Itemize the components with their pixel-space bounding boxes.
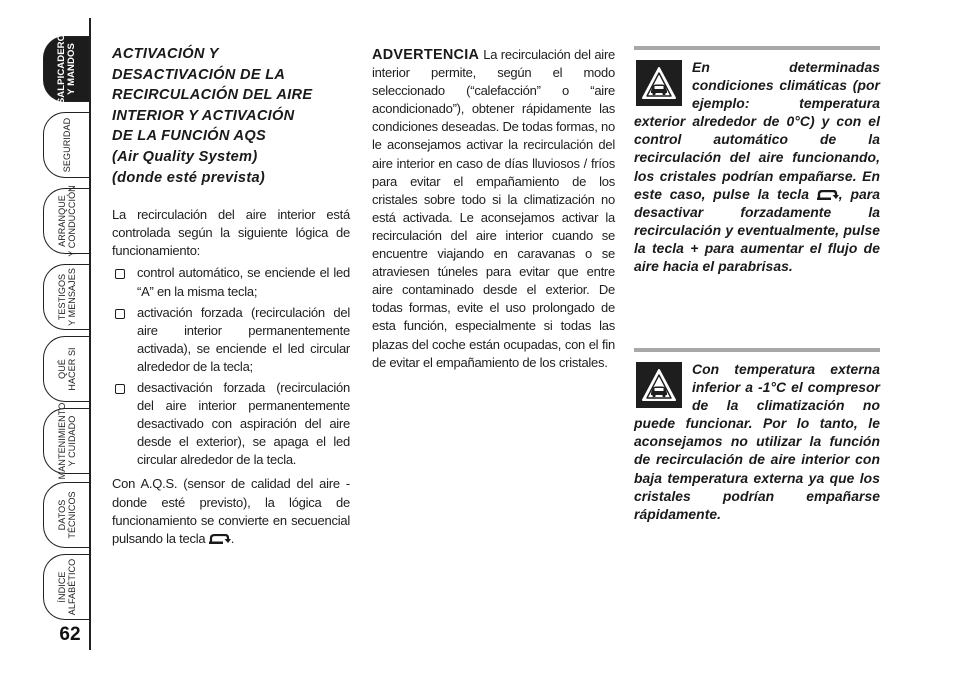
list-item-text: activación forzada (recirculación del aire interior permanentemente activada), se enciende el led circular alrededor de la tecla;: [137, 304, 350, 374]
recirculation-key-icon: [209, 534, 231, 544]
advertencia-section: [372, 46, 615, 372]
section-heading: [112, 44, 350, 147]
heading-line: INTERIOR Y ACTIVACIÓN: [112, 107, 295, 124]
checkbox-bullet-icon: [115, 384, 125, 394]
note-text-before: En determinadas condiciones climáticas (por ejemplo: temperatura exterior alrededor de 0°C) y con el control automático de la recirculación del aire funcionando, los cristales podrían empañarse. En este caso, pulse la tecla: [634, 59, 880, 202]
tab-label: QUÉ HACER SI: [56, 347, 77, 391]
tab-label: ÍNDICE ALFABÉTICO: [56, 558, 77, 616]
advertencia-text: La recirculación del aire interior permite, según el modo seleccionado (“calefacción” o “aire acondicionado”), obtener rápidamente las condiciones deseadas. De todas formas, no le aconsejamos activar la recirculación del aire interior en caso de días lluviosos / fríos para evitar el empañamiento de los cristales sobre todo si la climatización no está activada. Le aconsejamos activar la recirculación del aire interior cuando se encuentre viajando en caravanas o se atraviesen túneles para evitar que entre aire contaminado desde el exterior. De todas formas, evite el uso prolongado de esta función, especialmente si todas las plazas del coche están ocupadas, con el fin de evitar el empañamiento de los cristales.: [372, 47, 615, 370]
list-item-text: desactivación forzada (recirculación del aire interior permanentemente desactivado con aspiración del aire desde el exterior), se apaga el led circular alrededor de la tecla.: [137, 380, 350, 468]
checkbox-bullet-icon: [115, 309, 125, 319]
page-number: 62: [59, 624, 81, 645]
heading-line: (donde esté prevista): [112, 169, 266, 186]
tab-que-hacer-si[interactable]: [43, 336, 89, 402]
heading-line: DESACTIVACIÓN DE LA: [112, 66, 286, 83]
tab-label: SEGURIDAD: [61, 117, 72, 173]
note-divider: [634, 46, 880, 50]
tab-arranque-y-conduccion[interactable]: [43, 185, 89, 257]
tab-label: ARRANQUE Y CONDUCCIÓN: [56, 185, 77, 257]
intro-paragraph: La recirculación del aire interior está controlada según la siguiente lógica de funcionamiento:: [112, 207, 350, 259]
list-item: [112, 264, 350, 300]
note-text-after: , para desactivar forzadamente la recirculación y eventualmente, pulse la tecla + para aumentar el flujo de aire hacia el parabrisas.: [634, 185, 880, 275]
list-item: [112, 379, 350, 469]
tab-testigos-y-mensajes[interactable]: [43, 264, 89, 330]
tab-indice-alfabetico[interactable]: [43, 554, 89, 620]
recirculation-key-icon: [817, 190, 839, 200]
tab-label: SALPICADERO Y MANDOS: [55, 33, 77, 105]
warning-note: [634, 348, 880, 523]
heading-line: DE LA FUNCIÓN AQS: [112, 128, 267, 145]
mode-list: [112, 264, 350, 469]
aqs-text: Con A.Q.S. (sensor de calidad del aire - donde esté previsto), la lógica de funcionamiento se convierte en secuencial pulsando la tecla: [112, 476, 350, 546]
heading-line: (Air Quality System): [112, 148, 258, 165]
tab-salpicadero-y-mandos[interactable]: [43, 33, 89, 105]
tab-datos-tecnicos[interactable]: [43, 482, 89, 548]
list-item-text: control automático, se enciende el led “A” en la misma tecla;: [137, 265, 350, 299]
tab-label: MANTENIMIENTO Y CUIDADO: [56, 402, 77, 480]
warning-car-icon: [636, 362, 682, 408]
section-subheading: [112, 147, 350, 188]
note-text-before: Con temperatura externa inferior a -1°C el compresor de la climatización no puede funcionar. Por lo tanto, le aconsejamos no utilizar la función de recirculación de aire interior con baja temperatura externa ya que los cristales podrían empañarse rápidamente.: [634, 361, 880, 522]
tab-seguridad[interactable]: [43, 112, 89, 178]
recirculation-section: [112, 44, 350, 548]
tab-mantenimiento-y-cuidado[interactable]: [43, 402, 89, 480]
advertencia-paragraph: [372, 46, 615, 372]
list-item: [112, 304, 350, 376]
aqs-paragraph: [112, 475, 350, 547]
heading-line: ACTIVACIÓN Y: [112, 46, 219, 62]
chapter-sidebar: [0, 0, 98, 692]
warning-note: [634, 46, 880, 275]
heading-line: RECIRCULACIÓN DEL AIRE: [112, 87, 313, 104]
tab-label: TESTIGOS Y MENSAJES: [56, 268, 77, 326]
tab-label: DATOS TÉCNICOS: [56, 491, 77, 539]
advertencia-title: ADVERTENCIA: [372, 47, 480, 63]
aqs-end: .: [230, 530, 235, 546]
warning-car-icon: [636, 60, 682, 106]
sidebar-rule: [89, 18, 91, 650]
note-divider: [634, 348, 880, 352]
checkbox-bullet-icon: [115, 269, 125, 279]
